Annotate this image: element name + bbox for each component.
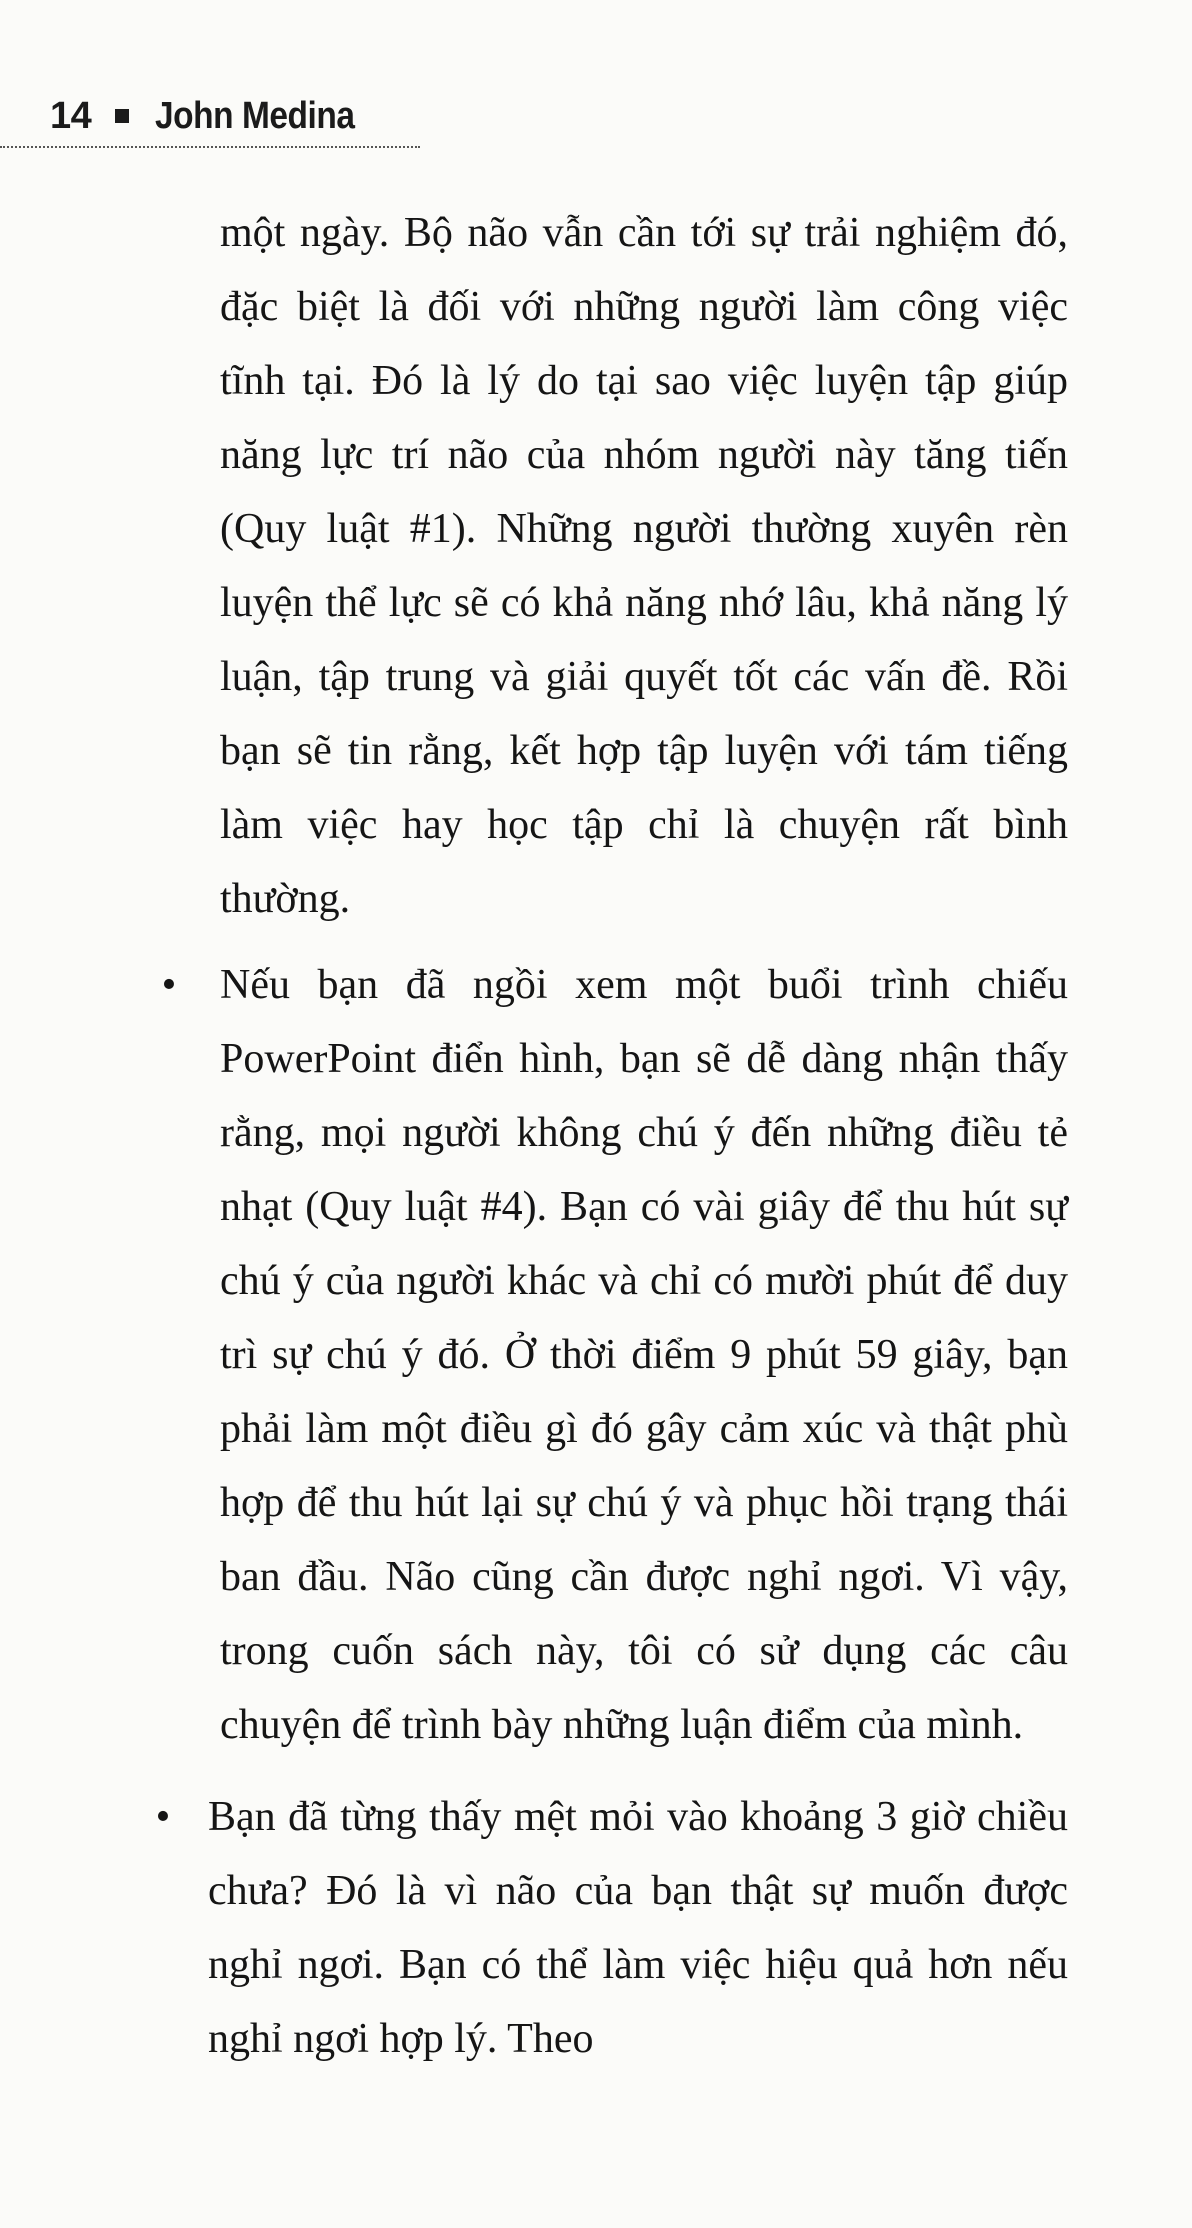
header-divider (0, 146, 420, 148)
bullet-item (161, 948, 1068, 1762)
running-header (50, 86, 382, 146)
bullet-text: Nếu bạn đã ngồi xem một buổi trình chiếu PowerPoint điển hình, bạn sẽ dễ dàng nhận thấy rằng, mọi người không chú ý đến những điều tẻ nhạt (Quy luật #4). Bạn có vài giây để thu hút sự chú ý của người khác và chỉ có mười phút để duy trì sự chú ý đó. Ở thời điểm 9 phút 59 giây, bạn phải làm một điều gì đó gây cảm xúc và thật phù hợp để thu hút lại sự chú ý và phục hồi trạng thái ban đầu. Não cũng cần được nghỉ ngơi. Vì vậy, trong cuốn sách này, tôi có sử dụng các câu chuyện để trình bày những luận điểm của mình. (220, 962, 1068, 1748)
bullet-dot-icon: • (161, 962, 177, 1008)
bullet-dot-icon: • (155, 1794, 171, 1840)
continuation-paragraph: một ngày. Bộ não vẫn cần tới sự trải nghiệm đó, đặc biệt là đối với những người làm công việc tĩnh tại. Đó là lý do tại sao việc luyện tập giúp năng lực trí não của nhóm người này tăng tiến (Quy luật #1). Những người thường xuyên rèn luyện thể lực sẽ có khả năng nhớ lâu, khả năng lý luận, tập trung và giải quyết tốt các vấn đề. Rồi bạn sẽ tin rằng, kết hợp tập luyện với tám tiếng làm việc hay học tập chỉ là chuyện rất bình thường. (220, 210, 1068, 922)
page-body (0, 196, 1192, 2076)
bullet-item (155, 1780, 1068, 2076)
author-name: John Medina (155, 94, 355, 137)
bullet-text: Bạn đã từng thấy mệt mỏi vào khoảng 3 giờ chiều chưa? Đó là vì não của bạn thật sự muốn được nghỉ ngơi. Bạn có thể làm việc hiệu quả hơn nếu nghỉ ngơi hợp lý. Theo (208, 1794, 1068, 2062)
square-bullet-icon (115, 109, 129, 123)
page-number: 14 (50, 94, 92, 137)
